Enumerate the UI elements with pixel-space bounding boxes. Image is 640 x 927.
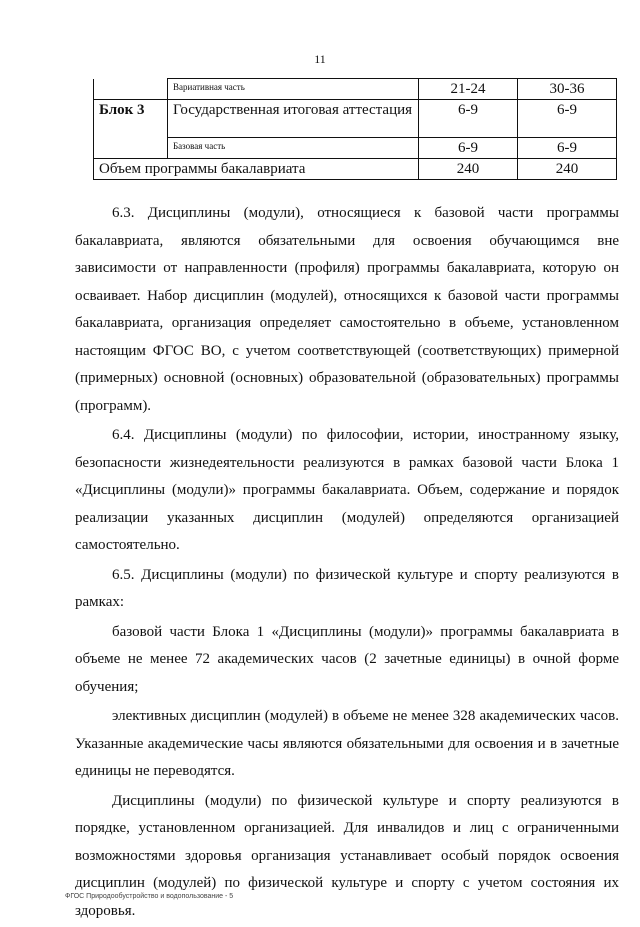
table-cell-name: Базовая часть: [168, 138, 419, 159]
table-cell-value: 30-36: [518, 79, 617, 100]
paragraph-6-4: 6.4. Дисциплины (модули) по философии, истории, иностранному языку, безопасности жизнедеятельности реализуются в рамках базовой части Блока 1 «Дисциплины (модули)» программы бакалавриата. Объем, содержание и порядок реализации указанных дисциплин (модулей) определяются организацией самостоятельно.: [75, 427, 619, 553]
table-cell-value: 21-24: [419, 79, 518, 100]
page-number: 11: [314, 52, 326, 66]
curriculum-table: [93, 78, 617, 180]
table-cell-value: 6-9: [419, 138, 518, 159]
document-body: [75, 200, 619, 927]
table-row: [94, 138, 617, 159]
block-cell: [94, 79, 168, 100]
table-cell-name: Вариативная часть: [168, 79, 419, 100]
table-row: [94, 79, 617, 100]
table-cell-value: 6-9: [419, 100, 518, 138]
table-cell-value: 6-9: [518, 138, 617, 159]
paragraph-6-5-item-elective: элективных дисциплин (модулей) в объеме не менее 328 академических часов. Указанные академические часы являются обязательными для освоения и в зачетные единицы не переводятся.: [75, 708, 619, 779]
table-total-row: [94, 159, 617, 180]
total-value: 240: [419, 159, 518, 180]
paragraph-6-5-order: Дисциплины (модули) по физической культуре и спорту реализуются в порядке, установленном организацией. Для инвалидов и лиц с ограниченными возможностями здоровья организация устанавливает особый порядок освоения дисциплин (модулей) по физической культуре и спорту с учетом состояния их здоровья.: [75, 792, 619, 919]
footer: ФГОС Природообустройство и водопользование - 5: [65, 893, 234, 900]
paragraph-6-5: 6.5. Дисциплины (модули) по физической культуре и спорту реализуются в рамках:: [75, 566, 619, 610]
paragraph-6-5-item-base: базовой части Блока 1 «Дисциплины (модули)» программы бакалавриата в объеме не менее 72 академических часов (2 зачетные единицы) в очной форме обучения;: [75, 623, 619, 695]
table-row: [94, 100, 617, 138]
block-cell: Блок 3: [94, 100, 168, 138]
paragraph-6-3: 6.3. Дисциплины (модули), относящиеся к базовой части программы бакалавриата, являются обязательными для освоения обучающимся вне зависимости от направленности (профиля) программы бакалавриата, которую он осваивает. Набор дисциплин (модулей), относящихся к базовой части программы бакалавриата, организация определяет самостоятельно в объеме, установленном настоящим ФГОС ВО, с учетом соответствующей (соответствующих) примерной (примерных) основной (основных) образовательной (образовательных) программы (программ).: [75, 205, 619, 414]
block-cell: [94, 138, 168, 159]
total-label: Объем программы бакалавриата: [94, 159, 419, 180]
table-cell-value: 6-9: [518, 100, 617, 138]
total-value: 240: [518, 159, 617, 180]
table-cell-name: Государственная итоговая аттестация: [168, 100, 419, 138]
